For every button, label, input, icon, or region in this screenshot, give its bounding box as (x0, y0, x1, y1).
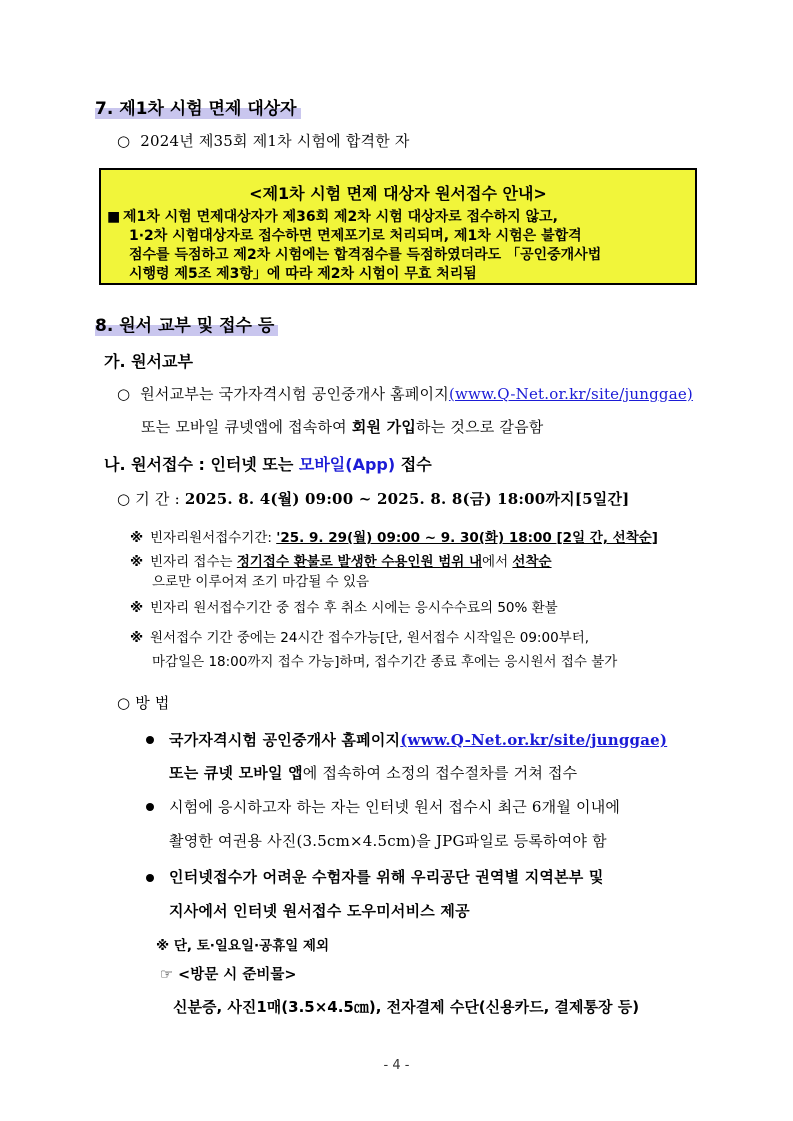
note-24h-line2: 마감일은 18:00까지 접수 가능]하며, 접수기간 종료 후에는 응시원서 접수 불가 (152, 654, 618, 670)
visit-title: ☞ <방문 시 준비물> (160, 967, 297, 983)
method2-line2: 촬영한 여권용 사진(3.5cm×4.5cm)을 JPG파일로 등록하여야 함 (169, 832, 607, 850)
notice-box-body: ■ 제1차 시험 면제대상자가 제36회 제2차 시험 대상자로 접수하지 않고, 1·2차 시험대상자로 접수하면 면제포기로 처리되며, 제1차 시험은 불합격 점수를 득점하고 제2차 시험에는 합격점수를 득점하였더라도 「공인중개사법 시행령 제5조 제3항」에 따라 제2차 시험이 무효 처리됨 (107, 209, 602, 282)
na-subheading: 나. 원서접수 : 인터넷 또는 모바일(App) 접수 (104, 455, 432, 474)
note-24h: ※ 원서접수 기간 중에는 24시간 접수가능[단, 원서접수 시작일은 09:00부터, (130, 630, 590, 646)
method3-line1: 인터넷접수가 어려운 수험자를 위해 우리공단 권역별 지역본부 및 (169, 868, 604, 886)
method1-line1: 국가자격시험 공인중개사 홈페이지(www.Q-Net.or.kr/site/junggae) (169, 731, 668, 749)
reference-mark-icon: ※ (130, 630, 144, 646)
bullet-dot-icon (146, 803, 154, 811)
method-line: ○ 방 법 (117, 694, 170, 712)
visit-items: 신분증, 사진1매(3.5×4.5㎝), 전자결제 수단(신용카드, 결제통장 등) (173, 998, 640, 1016)
notice-box-title: <제1차 시험 면제 대상자 원서접수 안내> (249, 184, 547, 203)
bullet-dot-icon (146, 736, 154, 744)
reference-mark-icon: ※ (130, 554, 144, 570)
ga-item-line1: ○ 원서교부는 국가자격시험 공인중개사 홈페이지(www.Q-Net.or.kr/site/junggae) (117, 385, 693, 403)
square-bullet-icon: ■ (107, 209, 121, 225)
ga-item-line2: 또는 모바일 큐넷앱에 접속하여 회원 가입하는 것으로 갈음함 (141, 418, 544, 436)
circle-bullet-icon: ○ (117, 694, 131, 712)
section7-heading: 7. 제1차 시험 면제 대상자 (95, 94, 301, 119)
section7-item: ○ 2024년 제35회 제1차 시험에 합격한 자 (117, 132, 410, 150)
note-refund: ※ 빈자리 원서접수기간 중 접수 후 취소 시에는 응시수수료의 50% 환불 (130, 600, 558, 616)
circle-bullet-icon: ○ (117, 132, 131, 150)
exemption-notice-box (99, 168, 697, 285)
page-number: - 4 - (383, 1058, 410, 1073)
circle-bullet-icon: ○ (117, 385, 131, 403)
note-vacancy-period: ※ 빈자리원서접수기간: '25. 9. 29(월) 09:00 ~ 9. 30(화) 18:00 [2일 간, 선착순] (130, 530, 658, 546)
method3-line2: 지사에서 인터넷 원서접수 도우미서비스 제공 (169, 902, 470, 920)
reference-mark-icon: ※ (130, 600, 144, 616)
qnet-link[interactable]: (www.Q-Net.or.kr/site/junggae) (448, 385, 693, 403)
note-vacancy-firstcome-line2: 으로만 이루어져 조기 마감될 수 있음 (152, 574, 370, 590)
bullet-dot-icon (146, 874, 154, 882)
circle-bullet-icon: ○ (117, 490, 131, 508)
reference-mark-icon: ※ (130, 530, 144, 546)
note-vacancy-firstcome: ※ 빈자리 접수는 정기접수 환불로 발생한 수용인원 범위 내에서 선착순 (130, 554, 552, 570)
method1-line2: 또는 큐넷 모바일 앱에 접속하여 소정의 접수절차를 거쳐 접수 (169, 764, 578, 782)
period-line: ○ 기 간 : 2025. 8. 4(월) 09:00 ~ 2025. 8. 8(금) 18:00까지[5일간] (117, 490, 630, 508)
section8-heading: 8. 원서 교부 및 접수 등 (95, 311, 278, 336)
ga-subheading: 가. 원서교부 (104, 352, 193, 371)
holiday-note: ※ 단, 토·일요일·공휴일 제외 (156, 938, 330, 954)
method2-line1: 시험에 응시하고자 하는 자는 인터넷 원서 접수시 최근 6개월 이내에 (169, 798, 621, 816)
qnet-junggae-link[interactable]: (www.Q-Net.or.kr/site/junggae) (400, 731, 668, 749)
